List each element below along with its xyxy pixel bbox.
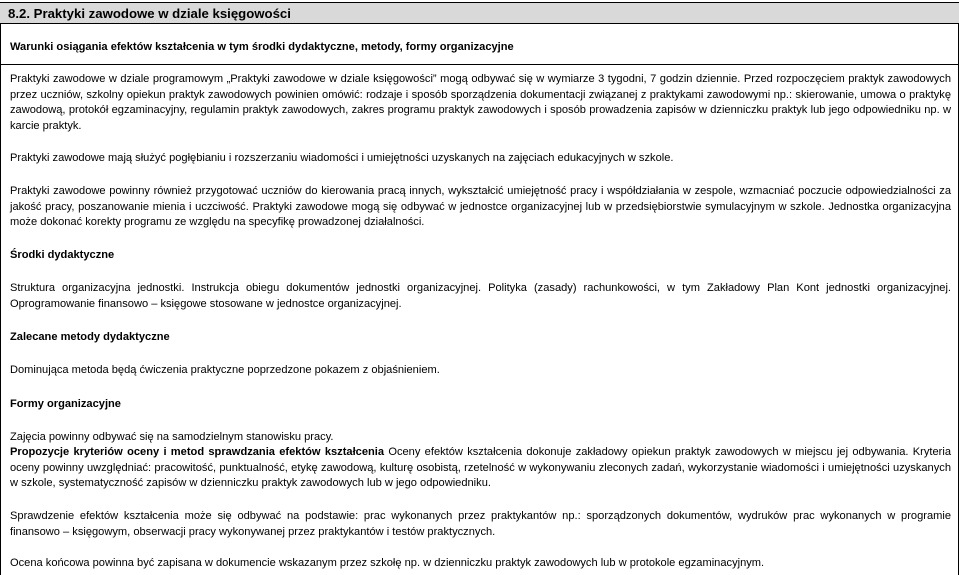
- kryteria-body: Oceny efektów kształcenia dokonuje zakładowy opiekun praktyk zawodowych w miejscu jej odbywania. Kryteria oceny powinny uwzględniać: pracowitość, punktualność, etykę zawodową, kulturę osobistą, rzetelność w wykonywaniu zleconych zadań, wykorzystanie wiadomości i umiejętności uzyskanych w szkole, systematyczność zapisów w dzienniczku praktyk zawodowych lub w jego odpowiedniku.: [10, 446, 951, 489]
- heading-kryteria: Propozycje kryteriów oceny i metod sprawdzania efektów kształcenia: [10, 446, 385, 458]
- paragraph-formy: Zajęcia powinny odbywać się na samodzielnym stanowisku pracy.: [10, 431, 334, 443]
- heading-divider: [0, 64, 959, 65]
- paragraph-purpose: Praktyki zawodowe mają służyć pogłębianiu i rozszerzaniu wiadomości i umiejętności uzyskanych na zajęciach edukacyjnych w szkole.: [10, 152, 674, 164]
- heading-metody: Zalecane metody dydaktyczne: [10, 331, 170, 343]
- paragraph-kryteria: [10, 445, 951, 492]
- section-title-band: [0, 2, 959, 24]
- table-heading: Warunki osiągania efektów kształcenia w tym środki dydaktyczne, metody, formy organizacyjne: [10, 41, 514, 53]
- section-title: 8.2. Praktyki zawodowe w dziale księgowości: [8, 6, 291, 21]
- paragraph-ocena: Ocena końcowa powinna być zapisana w dokumencie wskazanym przez szkołę np. w dzienniczku praktyk zawodowych lub w protokole egzaminacyjnym.: [10, 557, 765, 569]
- paragraph-srodki: Struktura organizacyjna jednostki. Instrukcja obiegu dokumentów jednostki organizacyjnej. Polityka (zasady) rachunkowości, w tym Zakładowy Plan Kont jednostki organizacyjnej. Oprogramowanie finansowo – księgowe stosowane w jednostce organizacyjnej.: [10, 282, 951, 310]
- paragraph-intro: Praktyki zawodowe w dziale programowym „Praktyki zawodowe w dziale księgowości” mogą odbywać się w wymiarze 3 tygodni, 7 godzin dziennie. Przed rozpoczęciem praktyk zawodowych przez uczniów, szkolny opiekun praktyk zawodowych powinien omówić: rodzaje i sposób sporządzenia dokumentacji związanej z praktykami zawodowymi np.: skierowanie, umowa o praktykę zawodową, protokół egzaminacyjny, regulamin praktyk zawodowych, zakres programu praktyk zawodowych i sposób prowadzenia zapisów w dzienniczku praktyk lub jego odpowiedniku np. w karcie praktyk.: [10, 73, 951, 132]
- paragraph-metody: Dominująca metoda będą ćwiczenia praktyczne poprzedzone pokazem z objaśnieniem.: [10, 364, 440, 376]
- paragraph-goals: Praktyki zawodowe powinny również przygotować uczniów do kierowania pracą innych, wykształcić umiejętność pracy i współdziałania w zespole, wzmacniać poczucie odpowiedzialności za jakość pracy, poszanowanie mienia i uczciwość. Praktyki zawodowe mogą się odbywać w jednostce organizacyjnej lub w przedsiębiorstwie symulacyjnym w szkole. Jednostka organizacyjna może dokonać korekty programu ze względu na specyfikę prowadzonej działalności.: [10, 185, 951, 228]
- paragraph-sprawdzenie: Sprawdzenie efektów kształcenia może się odbywać na podstawie: prac wykonanych przez praktykantów np.: sporządzonych dokumentów, wydruków prac wykonanych w programie finansowo – księgowym, obserwacji pracy wykonywanej przez praktykantów i testów praktycznych.: [10, 510, 951, 538]
- heading-formy: Formy organizacyjne: [10, 398, 121, 410]
- table-left-border: [0, 24, 1, 575]
- heading-srodki: Środki dydaktyczne: [10, 249, 115, 261]
